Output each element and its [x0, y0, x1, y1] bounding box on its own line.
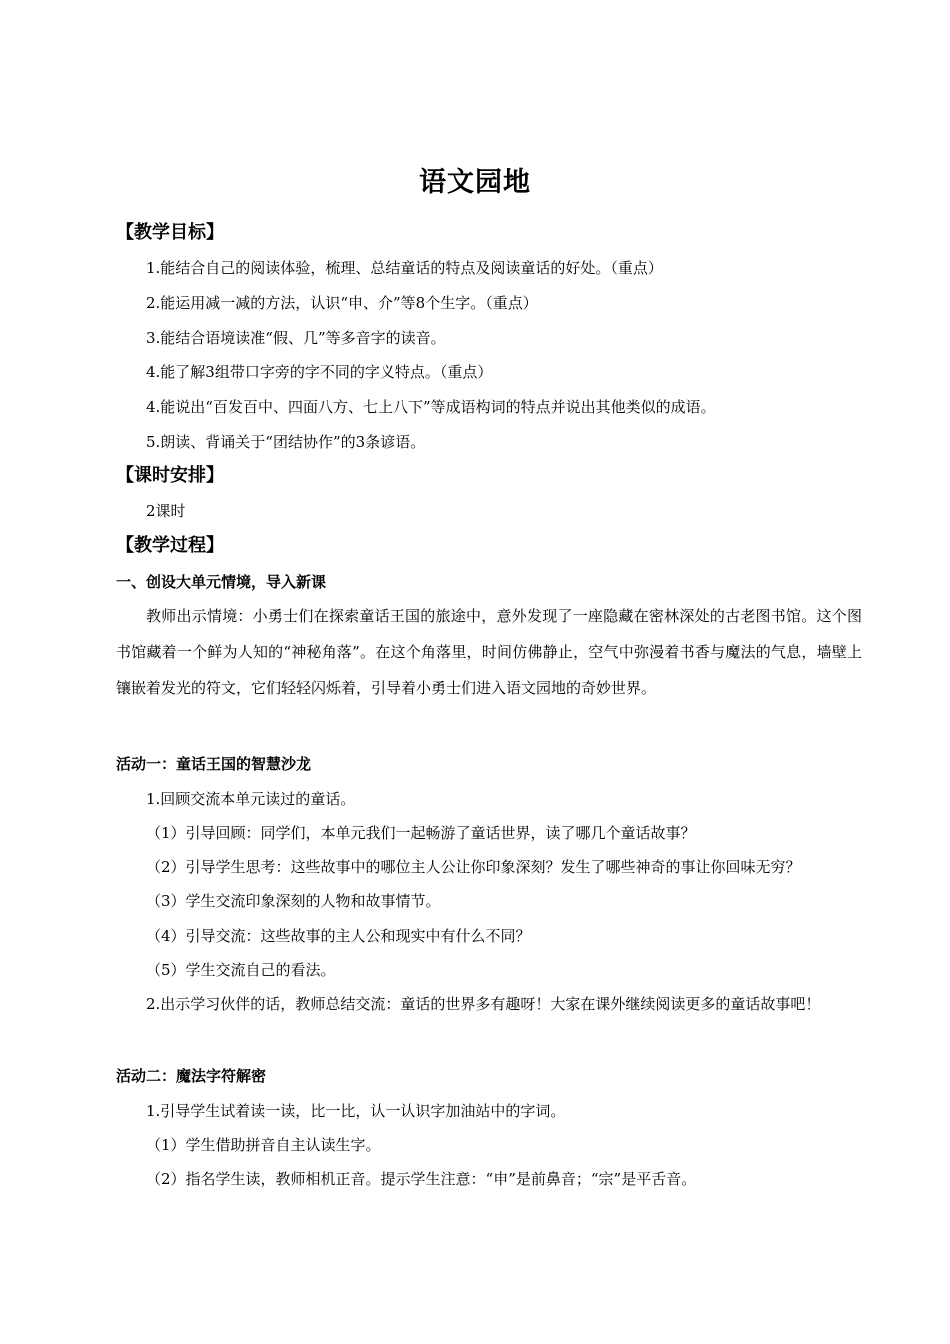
schedule-text: 2课时: [146, 502, 186, 520]
goal-item: 4.能了解3组带口字旁的字不同的字义特点。（重点）: [146, 363, 493, 381]
activity2-item: （1）学生借助拼音自主认读生字。: [146, 1136, 381, 1154]
goal-item: 4.能说出“百发百中、四面八方、七上八下”等成语构词的特点并说出其他类似的成语。: [146, 398, 716, 416]
activity2-step1: 1.引导学生试着读一读，比一比，认一认识字加油站中的字词。: [146, 1102, 566, 1120]
activity1-step1: 1.回顾交流本单元读过的童话。: [146, 790, 356, 808]
activity1-item: （4）引导交流：这些故事的主人公和现实中有什么不同？: [146, 927, 531, 945]
goal-item: 3.能结合语境读准“假、几”等多音字的读音。: [146, 329, 446, 347]
activity1-step2: 2.出示学习伙伴的话，教师总结交流：童话的世界多有趣呀！大家在课外继续阅读更多的童话故事吧！: [146, 995, 821, 1013]
activity1-item: （1）引导回顾：同学们，本单元我们一起畅游了童话世界，读了哪几个童话故事？: [146, 824, 696, 842]
schedule-heading: 【课时安排】: [116, 465, 224, 486]
part1-heading: 一、创设大单元情境，导入新课: [116, 573, 327, 591]
activity1-item: （5）学生交流自己的看法。: [146, 961, 336, 979]
goal-item: 1.能结合自己的阅读体验，梳理、总结童话的特点及阅读童话的好处。（重点）: [146, 259, 663, 277]
part1-intro: 教师出示情境：小勇士们在探索童话王国的旅途中，意外发现了一座隐藏在密林深处的古老图书馆。这个图书馆藏着一个鲜为人知的“神秘角落”。在这个角落里，时间仿佛静止，空气中弥漫着书香与魔法的气息，墙壁上镶嵌着发光的符文，它们轻轻闪烁着，引导着小勇士们进入语文园地的奇妙世界。: [116, 607, 862, 697]
process-heading: 【教学过程】: [116, 535, 224, 556]
goals-heading: 【教学目标】: [116, 222, 224, 243]
page-title: 语文园地: [419, 167, 531, 198]
activity1-heading: 活动一：童话王国的智慧沙龙: [116, 755, 312, 773]
activity2-item: （2）指名学生读，教师相机正音。提示学生注意：“申”是前鼻音；“宗”是平舌音。: [146, 1170, 697, 1188]
activity1-item: （2）引导学生思考：这些故事中的哪位主人公让你印象深刻？发生了哪些神奇的事让你回味无穷？: [146, 858, 801, 876]
goal-item: 2.能运用减一减的方法，认识“申、介”等8个生字。（重点）: [146, 294, 538, 312]
goal-item: 5.朗读、背诵关于“团结协作”的3条谚语。: [146, 433, 426, 451]
activity1-item: （3）学生交流印象深刻的人物和故事情节。: [146, 892, 441, 910]
activity2-heading: 活动二：魔法字符解密: [116, 1067, 267, 1085]
